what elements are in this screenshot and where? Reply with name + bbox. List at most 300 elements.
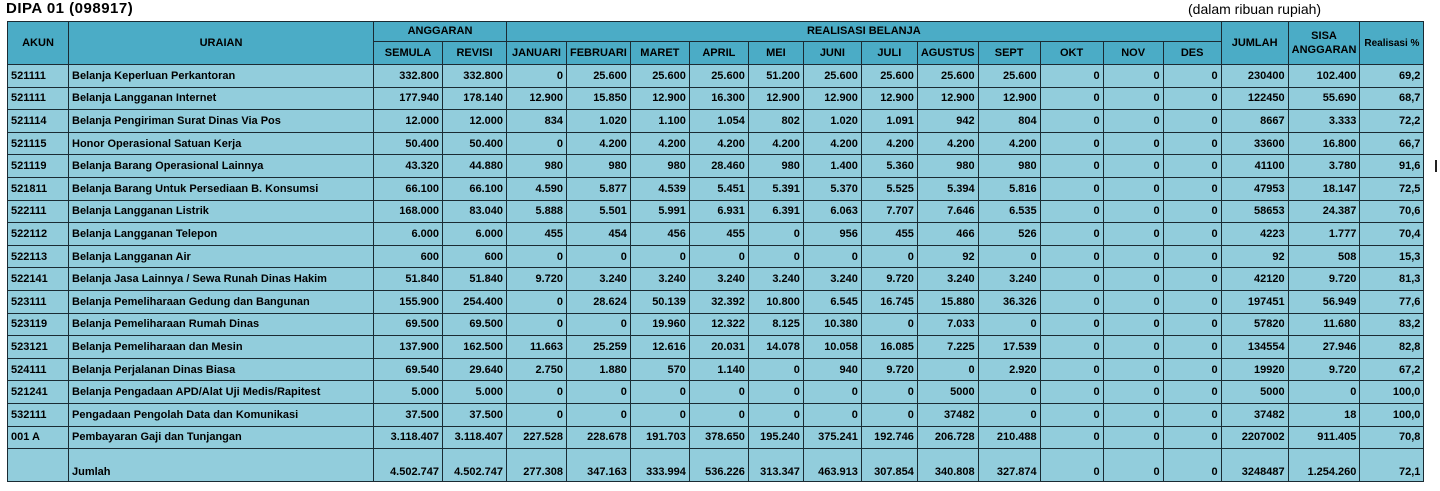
cell-month: 12.900	[748, 87, 803, 110]
cell-akun	[8, 449, 69, 482]
cell-month: 3.240	[748, 268, 803, 291]
cell-month: 15.880	[917, 290, 978, 313]
cell-month: 0	[1163, 358, 1221, 381]
cell-month: 277.308	[507, 449, 567, 482]
cell-sisa-anggaran: 16.800	[1288, 132, 1360, 155]
cell-month: 192.746	[861, 426, 917, 449]
cell-month: 1.054	[689, 110, 748, 133]
cell-month: 455	[689, 223, 748, 246]
cell-akun: 522141	[8, 268, 69, 291]
cell-month: 195.240	[748, 426, 803, 449]
cell-month: 0	[1103, 177, 1163, 200]
cell-month: 28.460	[689, 155, 748, 178]
cell-month: 7.033	[917, 313, 978, 336]
cell-month: 0	[507, 381, 567, 404]
cell-month: 0	[689, 381, 748, 404]
cell-month: 4.200	[567, 132, 631, 155]
cell-month: 10.058	[803, 336, 861, 359]
cell-sisa-anggaran: 9.720	[1288, 358, 1360, 381]
cell-uraian: Belanja Langganan Air	[69, 245, 374, 268]
cell-month: 0	[1040, 426, 1103, 449]
cell-revisi: 50.400	[443, 132, 507, 155]
cell-month: 3.240	[630, 268, 689, 291]
cell-month: 25.600	[567, 65, 631, 88]
cell-revisi: 332.800	[443, 65, 507, 88]
cell-semula: 332.800	[374, 65, 443, 88]
cell-semula: 66.100	[374, 177, 443, 200]
cell-month: 12.900	[803, 87, 861, 110]
header-akun: AKUN	[8, 22, 69, 65]
budget-table	[7, 21, 1424, 482]
cell-month: 0	[1040, 403, 1103, 426]
cell-month: 980	[507, 155, 567, 178]
cell-month: 0	[803, 381, 861, 404]
cell-month: 0	[1163, 87, 1221, 110]
cell-sisa-anggaran: 11.680	[1288, 313, 1360, 336]
header-revisi: REVISI	[443, 42, 507, 65]
cell-month: 1.100	[630, 110, 689, 133]
cell-month: 4.200	[630, 132, 689, 155]
cell-month: 1.020	[803, 110, 861, 133]
cell-month: 802	[748, 110, 803, 133]
cell-month: 0	[1163, 177, 1221, 200]
cell-month: 12.616	[630, 336, 689, 359]
table-row	[8, 268, 1424, 291]
cell-month: 206.728	[917, 426, 978, 449]
cell-akun: 532111	[8, 403, 69, 426]
cell-month: 456	[630, 223, 689, 246]
cell-semula: 155.900	[374, 290, 443, 313]
cell-month: 5.370	[803, 177, 861, 200]
cell-month: 347.163	[567, 449, 631, 482]
edge-divider	[1435, 160, 1437, 172]
cell-month: 0	[748, 381, 803, 404]
cell-semula: 6.000	[374, 223, 443, 246]
cell-revisi: 69.500	[443, 313, 507, 336]
cell-akun: 522111	[8, 200, 69, 223]
cell-month: 0	[630, 381, 689, 404]
cell-month: 956	[803, 223, 861, 246]
cell-month: 4.200	[861, 132, 917, 155]
cell-month: 454	[567, 223, 631, 246]
cell-jumlah: 37482	[1221, 403, 1288, 426]
cell-jumlah: 58653	[1221, 200, 1288, 223]
cell-realisasi-pct: 67,2	[1360, 358, 1424, 381]
cell-month: 92	[917, 245, 978, 268]
cell-month: 7.707	[861, 200, 917, 223]
cell-month: 0	[1103, 336, 1163, 359]
cell-jumlah: 197451	[1221, 290, 1288, 313]
header-realisasi-pct: Realisasi %	[1360, 22, 1424, 65]
cell-month: 2.920	[978, 358, 1040, 381]
header-month: MARET	[630, 42, 689, 65]
cell-month: 980	[630, 155, 689, 178]
cell-month: 0	[1040, 245, 1103, 268]
table-row	[8, 200, 1424, 223]
cell-semula: 43.320	[374, 155, 443, 178]
cell-semula: 137.900	[374, 336, 443, 359]
cell-realisasi-pct: 72,1	[1360, 449, 1424, 482]
cell-month: 0	[1103, 358, 1163, 381]
cell-realisasi-pct: 72,2	[1360, 110, 1424, 133]
page-title: DIPA 01 (098917)	[6, 0, 134, 17]
cell-month: 0	[861, 313, 917, 336]
cell-akun: 521114	[8, 110, 69, 133]
cell-month: 3.240	[803, 268, 861, 291]
cell-month: 0	[1163, 313, 1221, 336]
cell-uraian: Belanja Keperluan Perkantoran	[69, 65, 374, 88]
cell-semula: 3.118.407	[374, 426, 443, 449]
cell-sisa-anggaran: 27.946	[1288, 336, 1360, 359]
cell-semula: 4.502.747	[374, 449, 443, 482]
cell-month: 5.394	[917, 177, 978, 200]
cell-jumlah: 230400	[1221, 65, 1288, 88]
table-body	[8, 65, 1424, 482]
cell-realisasi-pct: 70,6	[1360, 200, 1424, 223]
cell-month: 0	[1040, 336, 1103, 359]
cell-month: 6.391	[748, 200, 803, 223]
cell-month: 12.900	[861, 87, 917, 110]
cell-realisasi-pct: 91,6	[1360, 155, 1424, 178]
cell-akun: 524111	[8, 358, 69, 381]
table-row	[8, 65, 1424, 88]
cell-month: 0	[1040, 358, 1103, 381]
cell-month: 25.259	[567, 336, 631, 359]
cell-month: 307.854	[861, 449, 917, 482]
cell-sisa-anggaran: 3.780	[1288, 155, 1360, 178]
cell-month: 0	[1103, 290, 1163, 313]
cell-month: 0	[1103, 87, 1163, 110]
cell-akun: 522113	[8, 245, 69, 268]
cell-month: 12.900	[630, 87, 689, 110]
cell-revisi: 44.880	[443, 155, 507, 178]
cell-realisasi-pct: 70,8	[1360, 426, 1424, 449]
cell-month: 570	[630, 358, 689, 381]
cell-akun: 001 A	[8, 426, 69, 449]
table-row	[8, 155, 1424, 178]
cell-month: 0	[1163, 426, 1221, 449]
table-row	[8, 110, 1424, 133]
cell-month: 6.931	[689, 200, 748, 223]
cell-month: 37482	[917, 403, 978, 426]
cell-month: 0	[1040, 290, 1103, 313]
cell-month: 0	[1103, 268, 1163, 291]
cell-month: 0	[1040, 381, 1103, 404]
cell-sisa-anggaran: 3.333	[1288, 110, 1360, 133]
cell-month: 0	[630, 245, 689, 268]
cell-month: 0	[1163, 336, 1221, 359]
cell-month: 4.200	[748, 132, 803, 155]
cell-uraian: Belanja Perjalanan Dinas Biasa	[69, 358, 374, 381]
header-anggaran: ANGGARAN	[374, 22, 507, 42]
cell-month: 5.991	[630, 200, 689, 223]
cell-month: 0	[1163, 290, 1221, 313]
cell-month: 5000	[917, 381, 978, 404]
cell-realisasi-pct: 77,6	[1360, 290, 1424, 313]
cell-uraian: Belanja Pengiriman Surat Dinas Via Pos	[69, 110, 374, 133]
cell-realisasi-pct: 81,3	[1360, 268, 1424, 291]
cell-month: 12.900	[507, 87, 567, 110]
cell-uraian: Belanja Langganan Listrik	[69, 200, 374, 223]
cell-month: 0	[978, 313, 1040, 336]
table-row	[8, 426, 1424, 449]
cell-realisasi-pct: 82,8	[1360, 336, 1424, 359]
cell-month: 51.200	[748, 65, 803, 88]
cell-month: 980	[567, 155, 631, 178]
cell-month: 940	[803, 358, 861, 381]
cell-month: 804	[978, 110, 1040, 133]
cell-month: 313.347	[748, 449, 803, 482]
cell-sisa-anggaran: 18	[1288, 403, 1360, 426]
cell-uraian: Belanja Pengadaan APD/Alat Uji Medis/Rapitest	[69, 381, 374, 404]
cell-month: 20.031	[689, 336, 748, 359]
cell-month: 0	[978, 381, 1040, 404]
cell-month: 0	[1163, 132, 1221, 155]
cell-revisi: 51.840	[443, 268, 507, 291]
cell-month: 536.226	[689, 449, 748, 482]
cell-jumlah: 47953	[1221, 177, 1288, 200]
cell-akun: 522112	[8, 223, 69, 246]
cell-month: 463.913	[803, 449, 861, 482]
cell-sisa-anggaran: 0	[1288, 381, 1360, 404]
cell-semula: 5.000	[374, 381, 443, 404]
cell-revisi: 29.640	[443, 358, 507, 381]
cell-jumlah: 57820	[1221, 313, 1288, 336]
cell-akun: 521111	[8, 65, 69, 88]
cell-month: 1.091	[861, 110, 917, 133]
cell-month: 36.326	[978, 290, 1040, 313]
cell-month: 10.380	[803, 313, 861, 336]
cell-month: 0	[1040, 449, 1103, 482]
cell-revisi: 600	[443, 245, 507, 268]
cell-month: 0	[689, 245, 748, 268]
cell-month: 455	[507, 223, 567, 246]
cell-month: 0	[861, 245, 917, 268]
cell-month: 0	[803, 403, 861, 426]
cell-uraian: Belanja Pemeliharaan dan Mesin	[69, 336, 374, 359]
cell-month: 0	[1103, 200, 1163, 223]
cell-jumlah: 8667	[1221, 110, 1288, 133]
cell-jumlah: 2207002	[1221, 426, 1288, 449]
cell-sisa-anggaran: 102.400	[1288, 65, 1360, 88]
table-row	[8, 132, 1424, 155]
cell-month: 15.850	[567, 87, 631, 110]
cell-sisa-anggaran: 911.405	[1288, 426, 1360, 449]
cell-semula: 69.540	[374, 358, 443, 381]
cell-month: 12.900	[978, 87, 1040, 110]
cell-semula: 177.940	[374, 87, 443, 110]
cell-sisa-anggaran: 9.720	[1288, 268, 1360, 291]
cell-month: 0	[1040, 110, 1103, 133]
cell-jumlah: 19920	[1221, 358, 1288, 381]
cell-revisi: 4.502.747	[443, 449, 507, 482]
cell-month: 4.590	[507, 177, 567, 200]
cell-month: 0	[1163, 223, 1221, 246]
cell-month: 1.880	[567, 358, 631, 381]
cell-revisi: 162.500	[443, 336, 507, 359]
cell-month: 10.800	[748, 290, 803, 313]
cell-month: 5.816	[978, 177, 1040, 200]
table-row	[8, 358, 1424, 381]
cell-month: 0	[567, 313, 631, 336]
cell-month: 1.400	[803, 155, 861, 178]
cell-uraian: Pembayaran Gaji dan Tunjangan	[69, 426, 374, 449]
table-row	[8, 336, 1424, 359]
cell-month: 0	[748, 223, 803, 246]
cell-month: 0	[1163, 403, 1221, 426]
cell-month: 327.874	[978, 449, 1040, 482]
cell-month: 0	[689, 403, 748, 426]
cell-month: 0	[1040, 87, 1103, 110]
cell-month: 25.600	[978, 65, 1040, 88]
cell-month: 333.994	[630, 449, 689, 482]
cell-month: 3.240	[917, 268, 978, 291]
cell-month: 4.200	[689, 132, 748, 155]
table-row	[8, 290, 1424, 313]
cell-revisi: 3.118.407	[443, 426, 507, 449]
header-month: JANUARI	[507, 42, 567, 65]
cell-akun: 521119	[8, 155, 69, 178]
cell-uraian: Belanja Jasa Lainnya / Sewa Runah Dinas Hakim	[69, 268, 374, 291]
cell-month: 0	[1103, 381, 1163, 404]
cell-month: 210.488	[978, 426, 1040, 449]
cell-month: 9.720	[861, 358, 917, 381]
cell-revisi: 66.100	[443, 177, 507, 200]
cell-revisi: 6.000	[443, 223, 507, 246]
cell-month: 455	[861, 223, 917, 246]
cell-month: 12.900	[917, 87, 978, 110]
cell-semula: 50.400	[374, 132, 443, 155]
cell-uraian: Belanja Langganan Telepon	[69, 223, 374, 246]
cell-semula: 51.840	[374, 268, 443, 291]
table-row	[8, 223, 1424, 246]
cell-month: 0	[1163, 268, 1221, 291]
cell-month: 0	[1103, 449, 1163, 482]
cell-month: 0	[1103, 426, 1163, 449]
cell-semula: 168.000	[374, 200, 443, 223]
cell-month: 6.545	[803, 290, 861, 313]
cell-month: 5.391	[748, 177, 803, 200]
cell-semula: 600	[374, 245, 443, 268]
cell-uraian: Pengadaan Pengolah Data dan Komunikasi	[69, 403, 374, 426]
cell-jumlah: 3248487	[1221, 449, 1288, 482]
cell-uraian: Belanja Langganan Internet	[69, 87, 374, 110]
cell-month: 0	[507, 290, 567, 313]
cell-month: 0	[507, 65, 567, 88]
cell-month: 17.539	[978, 336, 1040, 359]
cell-month: 0	[1040, 132, 1103, 155]
table-row	[8, 177, 1424, 200]
header-month: JULI	[861, 42, 917, 65]
cell-month: 340.808	[917, 449, 978, 482]
table-row	[8, 245, 1424, 268]
cell-month: 4.200	[917, 132, 978, 155]
cell-month: 0	[1040, 223, 1103, 246]
cell-month: 0	[507, 132, 567, 155]
cell-month: 0	[1163, 449, 1221, 482]
cell-akun: 521111	[8, 87, 69, 110]
cell-month: 0	[1163, 200, 1221, 223]
cell-uraian: Belanja Barang Operasional Lainnya	[69, 155, 374, 178]
cell-month: 0	[748, 245, 803, 268]
cell-revisi: 12.000	[443, 110, 507, 133]
cell-month: 0	[1103, 65, 1163, 88]
cell-month: 12.322	[689, 313, 748, 336]
cell-month: 0	[507, 313, 567, 336]
header-month: JUNI	[803, 42, 861, 65]
cell-month: 0	[1163, 245, 1221, 268]
header-month: SEPT	[978, 42, 1040, 65]
cell-month: 191.703	[630, 426, 689, 449]
cell-month: 0	[748, 358, 803, 381]
cell-realisasi-pct: 100,0	[1360, 403, 1424, 426]
cell-month: 2.750	[507, 358, 567, 381]
cell-month: 0	[861, 403, 917, 426]
cell-month: 50.139	[630, 290, 689, 313]
cell-month: 0	[507, 403, 567, 426]
cell-month: 0	[1040, 268, 1103, 291]
cell-revisi: 83.040	[443, 200, 507, 223]
cell-jumlah: 122450	[1221, 87, 1288, 110]
cell-month: 375.241	[803, 426, 861, 449]
header-month: FEBRUARI	[567, 42, 631, 65]
cell-month: 19.960	[630, 313, 689, 336]
cell-month: 0	[978, 403, 1040, 426]
cell-month: 980	[748, 155, 803, 178]
cell-month: 0	[1040, 177, 1103, 200]
header-month: APRIL	[689, 42, 748, 65]
cell-month: 980	[917, 155, 978, 178]
cell-month: 5.877	[567, 177, 631, 200]
cell-akun: 521241	[8, 381, 69, 404]
cell-sisa-anggaran: 18.147	[1288, 177, 1360, 200]
cell-month: 0	[1040, 200, 1103, 223]
cell-month: 0	[1103, 403, 1163, 426]
cell-month: 0	[803, 245, 861, 268]
cell-month: 0	[917, 358, 978, 381]
cell-month: 0	[1103, 245, 1163, 268]
cell-month: 0	[1163, 381, 1221, 404]
cell-realisasi-pct: 83,2	[1360, 313, 1424, 336]
cell-realisasi-pct: 68,7	[1360, 87, 1424, 110]
cell-revisi: 254.400	[443, 290, 507, 313]
cell-month: 16.745	[861, 290, 917, 313]
cell-uraian: Honor Operasional Satuan Kerja	[69, 132, 374, 155]
cell-month: 9.720	[861, 268, 917, 291]
total-row	[8, 449, 1424, 482]
cell-uraian: Belanja Pemeliharaan Gedung dan Bangunan	[69, 290, 374, 313]
cell-month: 834	[507, 110, 567, 133]
header-month: MEI	[748, 42, 803, 65]
cell-month: 7.646	[917, 200, 978, 223]
cell-month: 0	[567, 381, 631, 404]
cell-month: 25.600	[861, 65, 917, 88]
cell-jumlah: 41100	[1221, 155, 1288, 178]
cell-month: 0	[507, 245, 567, 268]
header-month: NOV	[1103, 42, 1163, 65]
cell-month: 0	[1163, 155, 1221, 178]
cell-sisa-anggaran: 1.777	[1288, 223, 1360, 246]
cell-month: 0	[1163, 65, 1221, 88]
cell-month: 7.225	[917, 336, 978, 359]
cell-month: 3.240	[689, 268, 748, 291]
cell-month: 4.539	[630, 177, 689, 200]
cell-month: 0	[1103, 223, 1163, 246]
header-jumlah: JUMLAH	[1221, 22, 1288, 65]
cell-jumlah: 42120	[1221, 268, 1288, 291]
cell-month: 16.300	[689, 87, 748, 110]
cell-month: 0	[978, 245, 1040, 268]
